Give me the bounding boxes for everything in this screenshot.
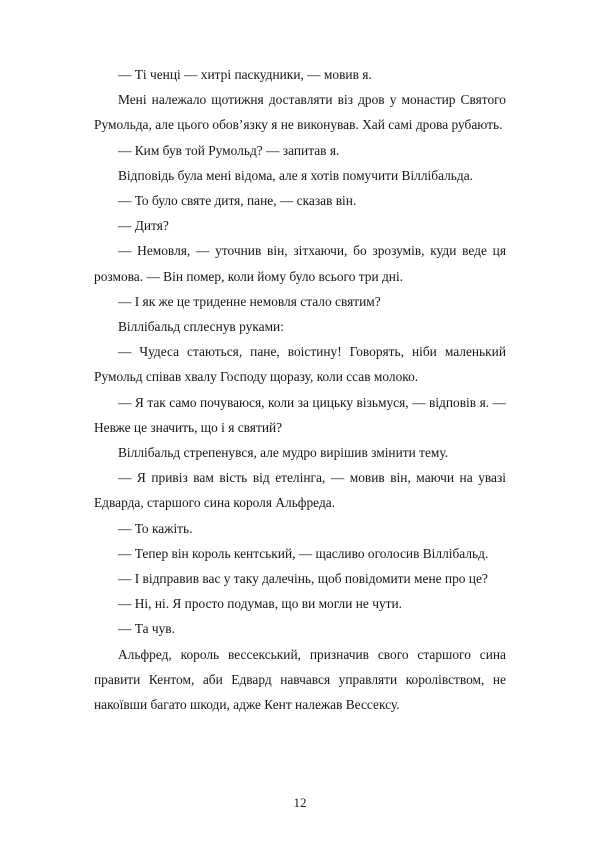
paragraph: — Ні, ні. Я просто подумав, що ви могли не чути.	[118, 596, 403, 612]
paragraph: — І як же це триденне немовля стало святим?	[118, 293, 381, 309]
paragraph: — Чудеса стаються, пане, воістину! Говорять, ніби маленький Румольд співав хвалу Господу щоразу, коли ссав молоко.	[94, 344, 506, 385]
paragraph: — І відправив вас у таку далечінь, щоб повідомити мене про це?	[118, 571, 488, 587]
paragraph: — То було святе дитя, пане, — сказав він.	[118, 193, 357, 209]
paragraph: Альфред, король вессекський, призначив свого старшого сина правити Кентом, аби Едвард навчався управляти королівством, не накоївши багато шкоди, адже Кент належав Вессексу.	[94, 646, 506, 713]
paragraph: — Ті ченці — хитрі паскудники, — мовив я.	[118, 67, 372, 82]
paragraph: — Дитя?	[118, 218, 169, 234]
paragraph: Відповідь була мені відома, але я хотів помучити Віллібальда.	[118, 167, 474, 183]
paragraph: — Тепер він король кентський, — щасливо оголосив Віллібальд.	[118, 545, 489, 561]
paragraph: — Та чув.	[118, 621, 175, 637]
paragraph: Мені належало щотижня доставляти віз дров у монастир Святого Румольда, але цього обов’язку я не виконував. Хай самі дрова рубають.	[94, 92, 506, 133]
paragraph: Віллібальд стрепенувся, але мудро вирішив змінити тему.	[118, 445, 449, 461]
paragraph: — То кажіть.	[118, 520, 193, 536]
page-number: 12	[293, 795, 307, 810]
paragraph: — Я так само почуваюся, коли за цицьку візьмуся, — відповів я. — Невже це значить, що і я святий?	[94, 394, 506, 435]
paragraph: — Я привіз вам вість від етелінга, — мовив він, маючи на увазі Едварда, старшого сина короля Альфреда.	[94, 470, 506, 511]
paragraph: — Немовля, — уточнив він, зітхаючи, бо зрозумів, куди веде ця розмова. — Він помер, коли йому було всього три дні.	[94, 243, 506, 284]
page-body-text	[94, 62, 506, 717]
paragraph: Віллібальд сплеснув руками:	[118, 319, 284, 335]
paragraph: — Ким був той Румольд? — запитав я.	[118, 142, 340, 158]
